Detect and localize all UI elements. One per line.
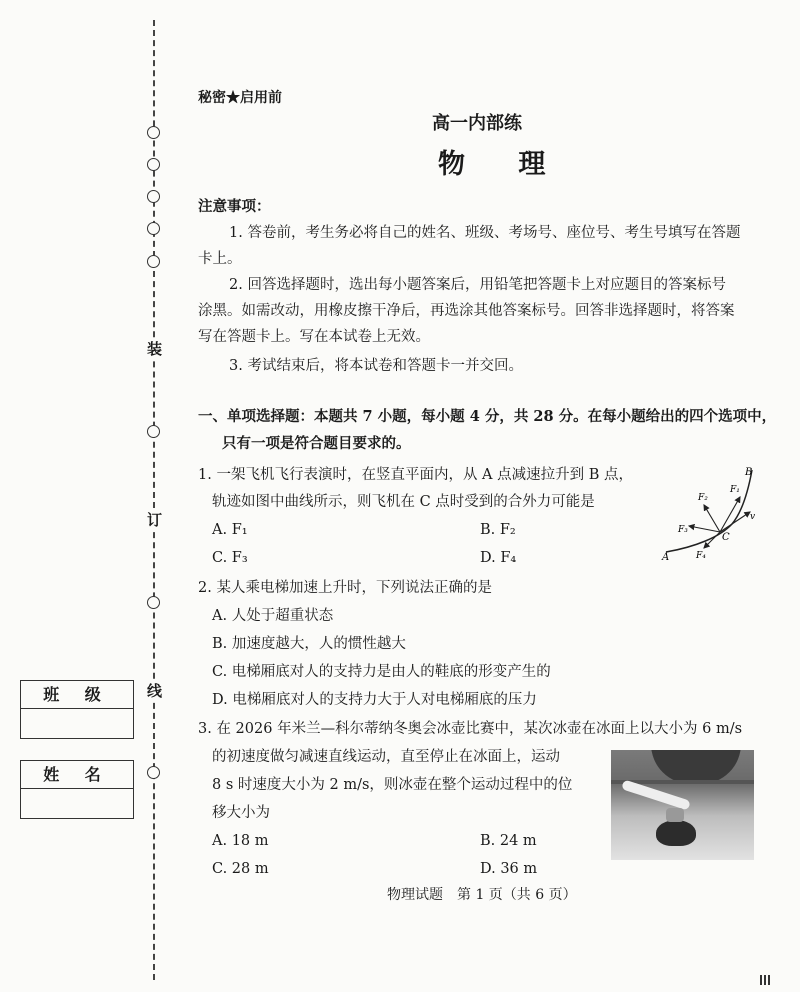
label-b: B bbox=[745, 467, 753, 478]
binding-char-ding: 订 bbox=[147, 511, 163, 529]
q2-option-b[interactable]: B. 加速度越大，人的惯性越大 bbox=[212, 636, 406, 652]
binding-hole bbox=[147, 255, 160, 268]
q2-option-d[interactable]: D. 电梯厢底对人的支持力大于人对电梯厢底的压力 bbox=[212, 692, 537, 708]
binding-hole bbox=[147, 190, 160, 203]
q2-option-c[interactable]: C. 电梯厢底对人的支持力是由人的鞋底的形变产生的 bbox=[212, 664, 551, 680]
q3-stem-line1: 3. 在 2026 年米兰—科尔蒂纳冬奥会冰壶比赛中，某次冰壶在冰面上以大小为 6 m/s bbox=[198, 721, 743, 737]
label-v: v bbox=[750, 512, 756, 522]
binding-hole bbox=[147, 766, 160, 779]
label-f3: F₃ bbox=[678, 525, 688, 535]
q2-stem: 2. 某人乘电梯加速上升时，下列说法正确的是 bbox=[198, 580, 492, 596]
binding-hole bbox=[147, 158, 160, 171]
q3-option-b[interactable]: B. 24 m bbox=[480, 833, 537, 849]
section1-line1: 一、单项选择题：本题共 7 小题，每小题 4 分，共 28 分。在每小题给出的四个选项中， bbox=[198, 408, 777, 425]
binding-char-zhuang: 装 bbox=[147, 340, 163, 358]
binding-hole bbox=[147, 425, 160, 438]
q3-stem-line2: 的初速度做匀减速直线运动，直至停止在冰面上，运动 bbox=[212, 749, 560, 765]
force-f3-arrow bbox=[689, 526, 720, 532]
label-c: C bbox=[722, 532, 730, 543]
section1-line2: 只有一项是符合题目要求的。 bbox=[222, 435, 411, 452]
notice-heading: 注意事项： bbox=[198, 198, 271, 215]
q3-option-d[interactable]: D. 36 m bbox=[480, 861, 538, 877]
qr-icon bbox=[760, 975, 770, 985]
secret-mark: 秘密★启用前 bbox=[198, 90, 282, 106]
q1-stem-line1: 1. 一架飞机飞行表演时，在竖直平面内，从 A 点减速拉升到 B 点， bbox=[198, 467, 634, 483]
name-label: 姓 名 bbox=[21, 761, 133, 789]
class-label: 班 级 bbox=[21, 681, 133, 709]
label-f4: F₄ bbox=[696, 551, 706, 561]
notice-item2-line1: 2. 回答选择题时，选出每小题答案后，用铅笔把答题卡上对应题目的答案标号 bbox=[229, 277, 726, 293]
q1-option-c[interactable]: C. F₃ bbox=[212, 550, 248, 566]
name-field[interactable] bbox=[20, 760, 134, 819]
notice-item1-line2: 卡上。 bbox=[198, 251, 242, 267]
notice-item1-line1: 1. 答卷前，考生务必将自己的姓名、班级、考场号、座位号、考生号填写在答题 bbox=[229, 225, 741, 241]
force-f2-arrow bbox=[704, 505, 720, 532]
binding-hole bbox=[147, 222, 160, 235]
label-f1: F₁ bbox=[730, 485, 740, 495]
class-blank[interactable] bbox=[21, 709, 133, 738]
label-f2: F₂ bbox=[698, 493, 708, 503]
binding-char-xian: 线 bbox=[147, 682, 163, 700]
q1-option-a[interactable]: A. F₁ bbox=[212, 522, 248, 538]
subject-title: 物 理 bbox=[438, 149, 568, 180]
trajectory-curve bbox=[666, 470, 752, 552]
q1-force-diagram bbox=[660, 462, 770, 572]
q3-option-a[interactable]: A. 18 m bbox=[212, 833, 269, 849]
q3-stem-line4: 移大小为 bbox=[212, 805, 270, 821]
q2-option-a[interactable]: A. 人处于超重状态 bbox=[212, 608, 334, 624]
class-field[interactable] bbox=[20, 680, 134, 739]
binding-hole bbox=[147, 126, 160, 139]
notice-item2-line2: 涂黑。如需改动，用橡皮擦干净后，再选涂其他答案标号。回答非选择题时，将答案 bbox=[198, 303, 735, 319]
curling-photo bbox=[611, 750, 754, 860]
exam-name: 高一内部练 bbox=[432, 113, 522, 134]
q3-option-c[interactable]: C. 28 m bbox=[212, 861, 269, 877]
q1-option-b[interactable]: B. F₂ bbox=[480, 522, 516, 538]
name-blank[interactable] bbox=[21, 789, 133, 818]
notice-item3: 3. 考试结束后，将本试卷和答题卡一并交回。 bbox=[229, 358, 523, 374]
velocity-arrow bbox=[720, 512, 750, 532]
page-footer: 物理试题 第 1 页（共 6 页） bbox=[387, 887, 577, 903]
q1-option-d[interactable]: D. F₄ bbox=[480, 550, 517, 566]
binding-hole bbox=[147, 596, 160, 609]
notice-item2-line3: 写在答题卡上。写在本试卷上无效。 bbox=[198, 329, 430, 345]
q3-stem-line3: 8 s 时速度大小为 2 m/s，则冰壶在整个运动过程中的位 bbox=[212, 777, 573, 793]
label-a: A bbox=[662, 552, 670, 563]
q1-stem-line2: 轨迹如图中曲线所示，则飞机在 C 点时受到的合外力可能是 bbox=[212, 494, 595, 510]
